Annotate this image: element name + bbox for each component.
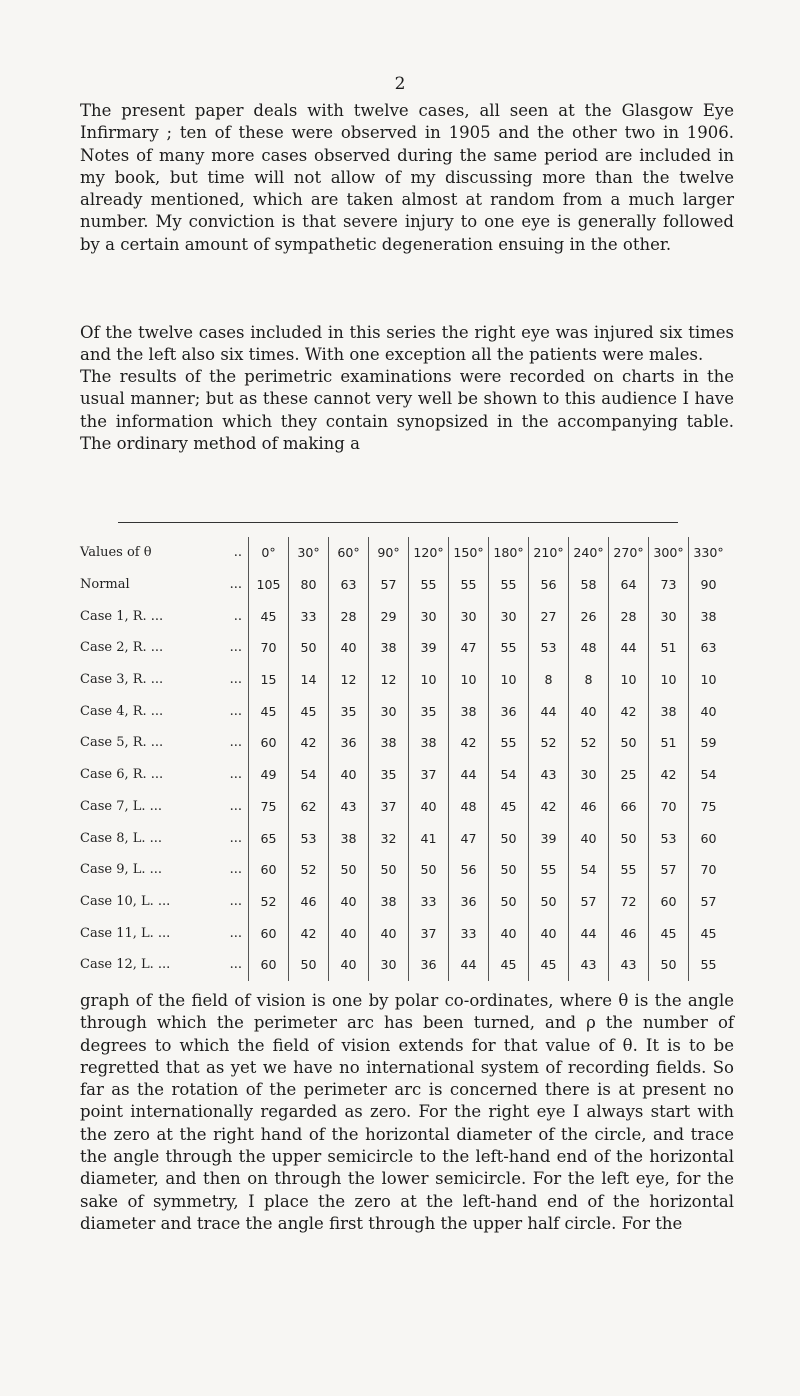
row-label-dots: ...: [229, 672, 242, 688]
table-cell: 55: [449, 569, 489, 601]
table-cell: 38: [369, 886, 409, 918]
table-cell: 54: [689, 759, 729, 791]
table-cell: 38: [369, 632, 409, 664]
table-cell: 38: [449, 695, 489, 727]
row-label-text: Case 12, L. ...: [80, 957, 171, 973]
table-cell: 70: [649, 791, 689, 823]
table-cell: 39: [529, 822, 569, 854]
table-cell: 47: [449, 822, 489, 854]
table-cell: 43: [609, 949, 649, 981]
table-cell: 28: [329, 600, 369, 632]
table-cell: 50: [489, 822, 529, 854]
table-cell: 40: [329, 759, 369, 791]
row-label-text: Case 1, R. ...: [80, 608, 164, 624]
table-cell: 105: [249, 569, 289, 601]
angle-header: 90°: [369, 537, 409, 569]
table-cell: 60: [249, 854, 289, 886]
table-cell: 38: [329, 822, 369, 854]
table-cell: 37: [409, 917, 449, 949]
table-cell: 60: [249, 917, 289, 949]
table-cell: 45: [489, 949, 529, 981]
table-cell: 59: [689, 727, 729, 759]
table-cell: 57: [569, 886, 609, 918]
row-label: [80, 886, 249, 918]
page-number: 2: [394, 74, 406, 94]
table-cell: 52: [569, 727, 609, 759]
table-cell: 55: [489, 727, 529, 759]
table-cell: 28: [609, 600, 649, 632]
row-label-dots: ...: [229, 798, 242, 814]
table-cell: 40: [489, 917, 529, 949]
header-label-text: Values of θ: [80, 545, 152, 561]
row-label-dots: ...: [229, 735, 242, 751]
row-label: [80, 569, 249, 601]
table-cell: 10: [609, 664, 649, 696]
table-cell: 42: [289, 917, 329, 949]
table-row: [80, 886, 728, 918]
row-label-text: Case 11, L. ...: [80, 925, 171, 941]
table-row: [80, 727, 728, 759]
table-cell: 42: [609, 695, 649, 727]
table-cell: 36: [449, 886, 489, 918]
table-cell: 35: [409, 695, 449, 727]
table-cell: 30: [569, 759, 609, 791]
row-label-text: Normal: [80, 577, 130, 593]
row-label-dots: ...: [229, 957, 242, 973]
row-label: [80, 949, 249, 981]
header-label-dots: ..: [233, 545, 242, 561]
table-cell: 50: [289, 949, 329, 981]
table-cell: 51: [649, 632, 689, 664]
table-cell: 70: [689, 854, 729, 886]
row-label-dots: ...: [229, 703, 242, 719]
table-cell: 40: [569, 695, 609, 727]
row-label: [80, 759, 249, 791]
table-cell: 45: [649, 917, 689, 949]
row-label-text: Case 4, R. ...: [80, 703, 164, 719]
table-cell: 32: [369, 822, 409, 854]
table-cell: 73: [649, 569, 689, 601]
table-cell: 55: [529, 854, 569, 886]
table-cell: 40: [409, 791, 449, 823]
table-cell: 55: [609, 854, 649, 886]
row-label-dots: ...: [229, 862, 242, 878]
table-cell: 45: [289, 695, 329, 727]
table-cell: 52: [249, 886, 289, 918]
table-cell: 62: [289, 791, 329, 823]
table-cell: 47: [449, 632, 489, 664]
table-cell: 30: [489, 600, 529, 632]
row-label: [80, 727, 249, 759]
paragraph-intro: [80, 100, 734, 320]
angle-header: 270°: [609, 537, 649, 569]
table-cell: 63: [329, 569, 369, 601]
table-cell: 44: [609, 632, 649, 664]
table-cell: 50: [609, 822, 649, 854]
table-cell: 55: [689, 949, 729, 981]
table-row: [80, 791, 728, 823]
table-cell: 57: [369, 569, 409, 601]
table-cell: 10: [649, 664, 689, 696]
table-cell: 33: [449, 917, 489, 949]
table-cell: 10: [449, 664, 489, 696]
table-cell: 70: [249, 632, 289, 664]
table-cell: 45: [249, 600, 289, 632]
table-cell: 56: [449, 854, 489, 886]
table-row: [80, 854, 728, 886]
table-cell: 30: [369, 695, 409, 727]
table-cell: 41: [409, 822, 449, 854]
table-cell: 55: [409, 569, 449, 601]
table-cell: 8: [529, 664, 569, 696]
table-cell: 75: [249, 791, 289, 823]
table-cell: 10: [489, 664, 529, 696]
header-label: [80, 537, 249, 569]
table-cell: 12: [369, 664, 409, 696]
table-cell: 46: [289, 886, 329, 918]
paragraph-2-text: Of the twelve cases included in this series the right eye was injured six times and the left also six times. With one exception all the patients were males.: [80, 323, 734, 365]
table-row: [80, 917, 728, 949]
table-cell: 90: [689, 569, 729, 601]
table-cell: 42: [529, 791, 569, 823]
table-cell: 37: [369, 791, 409, 823]
table-cell: 48: [449, 791, 489, 823]
perimetry-table: [80, 537, 728, 981]
table-cell: 45: [249, 695, 289, 727]
table-cell: 60: [689, 822, 729, 854]
table-row: [80, 759, 728, 791]
table-cell: 35: [369, 759, 409, 791]
table-cell: 30: [369, 949, 409, 981]
angle-header: 210°: [529, 537, 569, 569]
paragraph-3-text: The results of the perimetric examinations were recorded on charts in the usual manner; but as these cannot very well be shown to this audience I have the information which they contain synopsized in the accompanying table. The ordinary method of making a: [80, 367, 734, 453]
table-cell: 33: [409, 886, 449, 918]
table-cell: 55: [489, 632, 529, 664]
table-cell: 43: [529, 759, 569, 791]
table-cell: 38: [649, 695, 689, 727]
table-cell: 33: [289, 600, 329, 632]
paragraph-cases: [80, 322, 734, 367]
table-row: [80, 949, 728, 981]
table-cell: 40: [369, 917, 409, 949]
table-cell: 64: [609, 569, 649, 601]
table-cell: 26: [569, 600, 609, 632]
table-cell: 50: [649, 949, 689, 981]
row-label-dots: ...: [229, 767, 242, 783]
table-cell: 40: [329, 949, 369, 981]
table-cell: 46: [609, 917, 649, 949]
table-cell: 51: [649, 727, 689, 759]
table-cell: 42: [449, 727, 489, 759]
table-cell: 53: [529, 632, 569, 664]
table-cell: 58: [569, 569, 609, 601]
table-cell: 56: [529, 569, 569, 601]
row-label-dots: ...: [229, 893, 242, 909]
table-cell: 50: [609, 727, 649, 759]
table-cell: 30: [449, 600, 489, 632]
table-cell: 38: [369, 727, 409, 759]
table-cell: 44: [449, 759, 489, 791]
table-row: [80, 632, 728, 664]
table-cell: 40: [569, 822, 609, 854]
table-cell: 53: [649, 822, 689, 854]
table-cell: 50: [529, 886, 569, 918]
row-label-dots: ...: [229, 925, 242, 941]
table-cell: 50: [489, 886, 529, 918]
table-cell: 40: [529, 917, 569, 949]
table-cell: 43: [329, 791, 369, 823]
table-cell: 52: [529, 727, 569, 759]
table-cell: 43: [569, 949, 609, 981]
table-cell: 60: [249, 727, 289, 759]
table-cell: 50: [489, 854, 529, 886]
row-label-dots: ...: [229, 577, 242, 593]
table-cell: 15: [249, 664, 289, 696]
table-cell: 8: [569, 664, 609, 696]
table-cell: 46: [569, 791, 609, 823]
angle-header: 180°: [489, 537, 529, 569]
table-cell: 25: [609, 759, 649, 791]
row-label-text: Case 2, R. ...: [80, 640, 164, 656]
table-cell: 35: [329, 695, 369, 727]
row-label-dots: ...: [229, 830, 242, 846]
angle-header: 240°: [569, 537, 609, 569]
table-cell: 38: [689, 600, 729, 632]
table-cell: 38: [409, 727, 449, 759]
table-cell: 80: [289, 569, 329, 601]
table-cell: 30: [649, 600, 689, 632]
row-label-text: Case 7, L. ...: [80, 798, 163, 814]
row-label: [80, 822, 249, 854]
table-cell: 65: [249, 822, 289, 854]
table-cell: 72: [609, 886, 649, 918]
paragraph-graph: [80, 990, 734, 1235]
row-label-text: Case 9, L. ...: [80, 862, 163, 878]
angle-header: 150°: [449, 537, 489, 569]
paragraph-1-text: The present paper deals with twelve cases, all seen at the Glasgow Eye Infirmary ; ten of these were observed in 1905 and the other two in 1906. Notes of many more cases observed during the same period are included in my book, but time will not allow of my discussing more than the twelve already mentioned, which are taken almost at random from a much larger number. My conviction is that severe injury to one eye is generally followed by a certain amount of sympathetic degeneration ensuing in the other.: [80, 101, 734, 254]
table-cell: 75: [689, 791, 729, 823]
angle-header: 120°: [409, 537, 449, 569]
table-cell: 36: [489, 695, 529, 727]
table-row: [80, 822, 728, 854]
table-cell: 66: [609, 791, 649, 823]
row-label: [80, 791, 249, 823]
row-label: [80, 854, 249, 886]
table-cell: 45: [529, 949, 569, 981]
table-cell: 40: [689, 695, 729, 727]
table-cell: 44: [569, 917, 609, 949]
row-label: [80, 664, 249, 696]
row-label: [80, 695, 249, 727]
table-cell: 54: [289, 759, 329, 791]
table-cell: 48: [569, 632, 609, 664]
table-cell: 45: [689, 917, 729, 949]
angle-header: 330°: [689, 537, 729, 569]
row-label-text: Case 10, L. ...: [80, 893, 171, 909]
table-cell: 60: [249, 949, 289, 981]
angle-header: 300°: [649, 537, 689, 569]
table-cell: 40: [329, 632, 369, 664]
table-cell: 30: [409, 600, 449, 632]
table-cell: 14: [289, 664, 329, 696]
table-cell: 50: [289, 632, 329, 664]
table-cell: 49: [249, 759, 289, 791]
table-cell: 42: [649, 759, 689, 791]
table-row: [80, 664, 728, 696]
table-cell: 50: [329, 854, 369, 886]
table-cell: 53: [289, 822, 329, 854]
table-header-row: [80, 537, 728, 569]
table-cell: 27: [529, 600, 569, 632]
row-label: [80, 917, 249, 949]
table-cell: 50: [409, 854, 449, 886]
table-row: [80, 695, 728, 727]
row-label-text: Case 8, L. ...: [80, 830, 163, 846]
row-label-text: Case 6, R. ...: [80, 767, 164, 783]
table-cell: 42: [289, 727, 329, 759]
table-cell: 44: [449, 949, 489, 981]
table-cell: 37: [409, 759, 449, 791]
table-cell: 57: [689, 886, 729, 918]
row-label-text: Case 3, R. ...: [80, 672, 164, 688]
table-cell: 63: [689, 632, 729, 664]
table-cell: 40: [329, 886, 369, 918]
table-cell: 52: [289, 854, 329, 886]
table-cell: 10: [409, 664, 449, 696]
table-cell: 12: [329, 664, 369, 696]
angle-header: 30°: [289, 537, 329, 569]
table-row: [80, 600, 728, 632]
row-label-dots: ...: [229, 640, 242, 656]
table-top-rule: [118, 522, 678, 523]
paragraph-4-text: graph of the field of vision is one by polar co-ordinates, where θ is the angle through which the perimeter arc has been turned, and ρ the number of degrees to which the field of vision extends for that value of θ. It is to be regretted that as yet we have no international system of recording fields. So far as the rotation of the perimeter arc is concerned there is at present no point internationally regarded as zero. For the right eye I always start with the zero at the right hand of the horizontal diameter of the circle, and trace the angle through the upper semicircle to the left-hand end of the horizontal diameter, and then on through the lower semicircle. For the left eye, for the sake of symmetry, I place the zero at the left-hand end of the horizontal diameter and trace the angle first through the upper half circle. For the: [80, 991, 734, 1233]
table-cell: 29: [369, 600, 409, 632]
table-cell: 36: [409, 949, 449, 981]
row-label: [80, 632, 249, 664]
angle-header: 60°: [329, 537, 369, 569]
row-label: [80, 600, 249, 632]
table-cell: 44: [529, 695, 569, 727]
table-cell: 54: [489, 759, 529, 791]
paragraph-results: [80, 366, 734, 455]
table-cell: 45: [489, 791, 529, 823]
table-cell: 10: [689, 664, 729, 696]
angle-header: 0°: [249, 537, 289, 569]
table-cell: 39: [409, 632, 449, 664]
row-label-text: Case 5, R. ...: [80, 735, 164, 751]
table-cell: 60: [649, 886, 689, 918]
table-cell: 36: [329, 727, 369, 759]
table-cell: 55: [489, 569, 529, 601]
table-row: [80, 569, 728, 601]
table-cell: 54: [569, 854, 609, 886]
table-cell: 50: [369, 854, 409, 886]
row-label-dots: ..: [233, 608, 242, 624]
table-cell: 40: [329, 917, 369, 949]
table-cell: 57: [649, 854, 689, 886]
